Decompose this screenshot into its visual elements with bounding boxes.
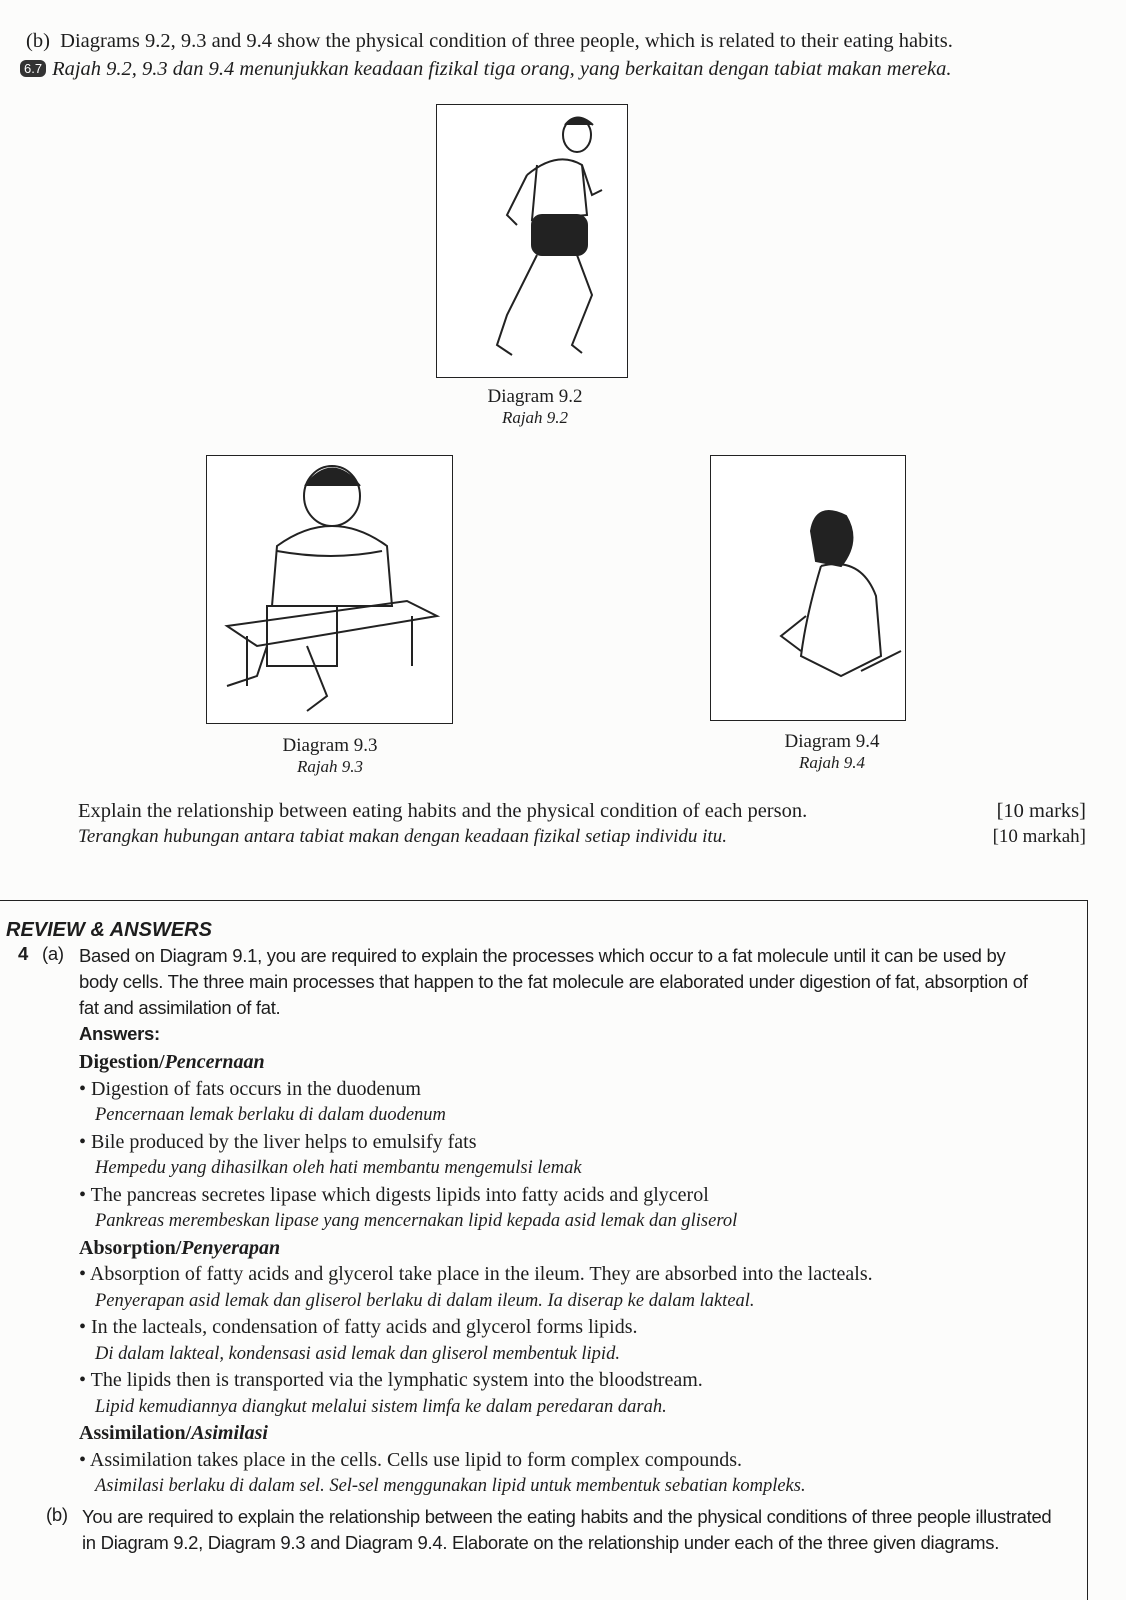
caption-en: Diagram 9.4 — [784, 731, 880, 752]
section-heading — [79, 1235, 873, 1262]
part-a-label: (a) — [42, 943, 64, 964]
task-en: Explain the relationship between eating habits and the physical condition of each person. — [78, 800, 808, 822]
answer-number: 4 — [18, 943, 28, 964]
heading-en: Absorption/ — [79, 1236, 182, 1259]
answers-label: Answers: — [79, 1023, 160, 1044]
part-b-text — [82, 1504, 1051, 1556]
intro-line: body cells. The three main processes that happen to the fat molecule are elaborated under digestion of fat, absorption of — [79, 971, 1028, 992]
point-ms: Penyerapan asid lemak dan gliserol berlaku di dalam ileum. Ia diserap ke dalam lakteal. — [95, 1290, 755, 1311]
part-b-line: in Diagram 9.2, Diagram 9.3 and Diagram 9.4. Elaborate on the relationship under each of the three given diagrams. — [82, 1532, 1000, 1553]
part-b-label: (b) — [46, 1504, 68, 1525]
point-text: Digestion of fats occurs in the duodenum — [91, 1077, 421, 1100]
part-b-line: You are required to explain the relationship between the eating habits and the physical conditions of three people illustrated — [82, 1506, 1052, 1527]
point-text: The pancreas secretes lipase which digests lipids into fatty acids and glycerol — [90, 1183, 709, 1206]
point-en: • Absorption of fatty acids and glycerol take place in the ileum. They are absorbed into the lacteals. — [79, 1263, 873, 1285]
thin-person-illustration — [711, 456, 905, 720]
section-heading — [79, 1420, 873, 1447]
marks-ms — [993, 826, 1086, 848]
heading-ms: Asimilasi — [191, 1422, 268, 1444]
caption-ms: Rajah 9.2 — [501, 408, 569, 427]
heading-en: Digestion/ — [79, 1051, 165, 1073]
marks-ms-text: [10 markah] — [992, 826, 1086, 847]
question-text-ms — [20, 58, 951, 81]
point-en: • The lipids then is transported via the lymphatic system into the bloodstream. — [79, 1369, 703, 1391]
caption-9-4 — [772, 731, 892, 773]
caption-9-3 — [270, 735, 390, 777]
point-ms: Pankreas merembeskan lipase yang mencernakan lipid kepada asid lemak dan gliserol — [95, 1211, 738, 1231]
point-ms: Pencernaan lemak berlaku di dalam duodenum — [95, 1105, 446, 1125]
diagram-9-4-thin-person — [710, 455, 906, 721]
point-text: Bile produced by the liver helps to emulsify fats — [91, 1130, 477, 1153]
marks-en: [10 marks] — [996, 800, 1086, 822]
review-title: REVIEW & ANSWERS — [6, 919, 212, 941]
point-text: In the lacteals, condensation of fatty acids and glycerol forms lipids. — [91, 1316, 638, 1338]
point-ms: Asimilasi berlaku di dalam sel. Sel-sel menggunakan lipid untuk membentuk sebatian kompleks. — [95, 1476, 806, 1496]
question-label: (b) — [26, 30, 50, 52]
point-en: • Assimilation takes place in the cells. Cells use lipid to form complex compounds. — [79, 1448, 743, 1471]
point-en: • Bile produced by the liver helps to emulsify fats — [79, 1130, 477, 1153]
point-text: The lipids then is transported via the lymphatic system into the bloodstream. — [90, 1369, 703, 1391]
section-heading — [79, 1049, 873, 1076]
answers-list — [79, 1049, 873, 1500]
caption-ms: Rajah 9.3 — [296, 757, 364, 776]
heading-ms: Pencernaan — [164, 1051, 265, 1073]
question-en: Diagrams 9.2, 9.3 and 9.4 show the physical condition of three people, which is related to their eating habits. — [60, 30, 953, 52]
heading-en: Assimilation/ — [79, 1422, 192, 1444]
caption-en: Diagram 9.2 — [487, 386, 583, 407]
caption-9-2 — [480, 386, 590, 428]
question-ms: Rajah 9.2, 9.3 dan 9.4 menunjukkan keadaan fizikal tiga orang, yang berkaitan dengan tabiat makan mereka. — [52, 58, 952, 80]
point-ms: Di dalam lakteal, kondensasi asid lemak dan gliserol membentuk lipid. — [95, 1343, 620, 1364]
syllabus-badge: 6.7 — [20, 60, 46, 77]
intro-line: fat and assimilation of fat. — [79, 997, 281, 1018]
diagram-9-2-runner — [436, 104, 628, 378]
caption-en: Diagram 9.3 — [282, 735, 378, 756]
part-a-intro — [79, 943, 1028, 1047]
point-en: • Digestion of fats occurs in the duodenum — [79, 1077, 421, 1100]
review-answers-box — [0, 900, 1088, 1600]
point-en: • In the lacteals, condensation of fatty acids and glycerol forms lipids. — [79, 1316, 638, 1338]
caption-ms: Rajah 9.4 — [798, 753, 866, 772]
question-text-en — [26, 30, 953, 53]
point-en: • The pancreas secretes lipase which digests lipids into fatty acids and glycerol — [79, 1183, 709, 1206]
point-ms: Hempedu yang dihasilkan oleh hati membantu mengemulsi lemak — [95, 1158, 582, 1178]
obese-person-illustration — [207, 456, 452, 723]
running-person-illustration — [437, 105, 627, 377]
intro-line: Based on Diagram 9.1, you are required to explain the processes which occur to a fat molecule until it can be used by — [79, 945, 1006, 966]
point-text: Absorption of fatty acids and glycerol take place in the ileum. They are absorbed into the lacteals. — [89, 1263, 873, 1285]
point-text: Assimilation takes place in the cells. Cells use lipid to form complex compounds. — [89, 1448, 743, 1471]
heading-ms: Penyerapan — [181, 1236, 281, 1259]
task-ms: Terangkan hubungan antara tabiat makan dengan keadaan fizikal setiap individu itu. — [78, 826, 727, 847]
diagram-9-3-obese-person — [206, 455, 453, 724]
point-ms: Lipid kemudiannya diangkut melalui sistem limfa ke dalam peredaran darah. — [95, 1396, 667, 1417]
